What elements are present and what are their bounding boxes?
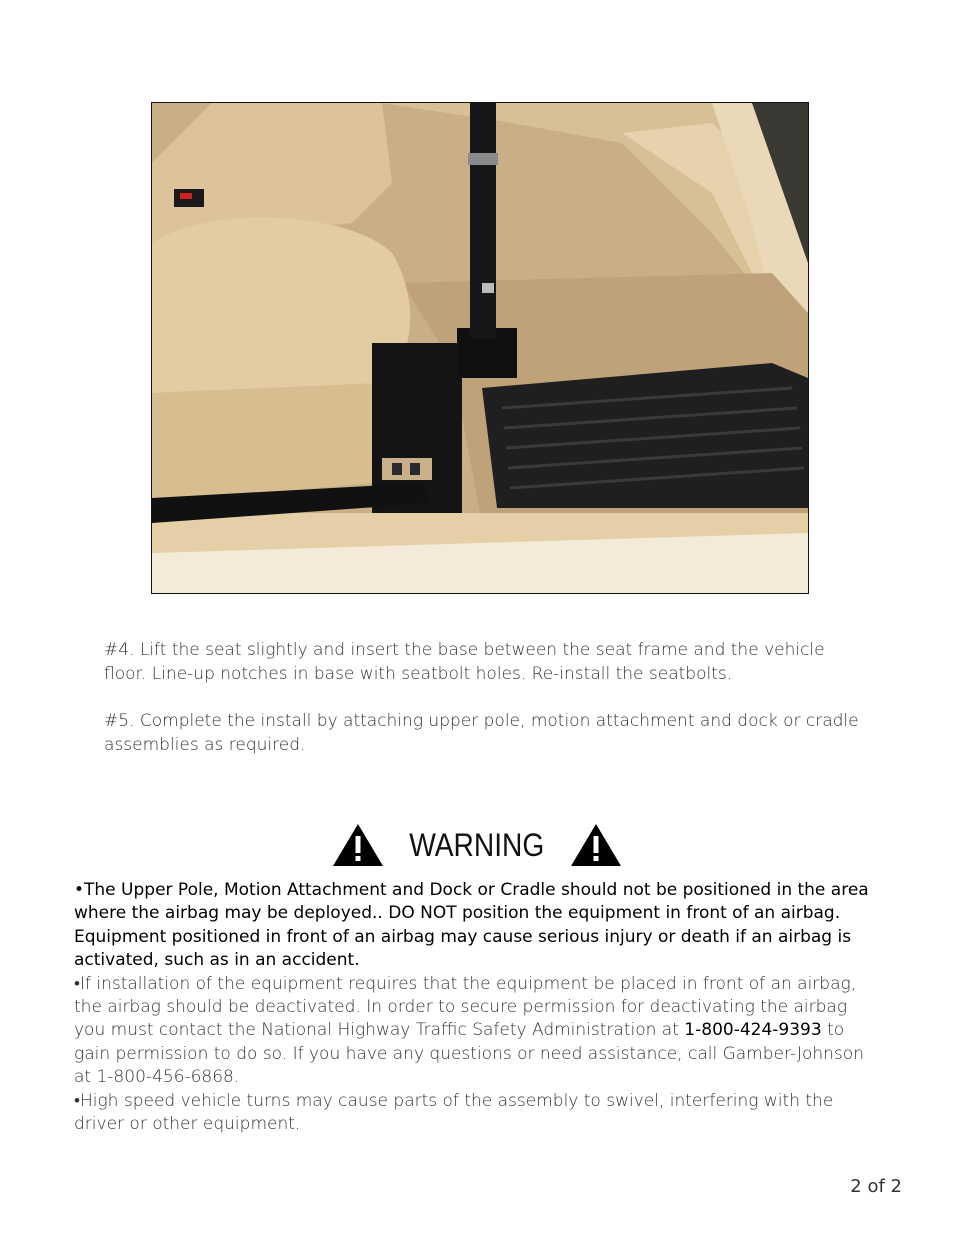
step-4-text: #4. Lift the seat slightly and insert the base between the seat frame and the vehicle floor. Line-up notches in base with seatbolt holes. Re-install the seatbolts. xyxy=(104,640,825,684)
warning-text-block xyxy=(74,879,874,1136)
warning-bullet-airbag-position: •The Upper Pole, Motion Attachment and Dock or Cradle should not be positioned in the area where the airbag may be deployed.. DO NOT position the equipment in front of an airbag. Equipment positioned in front of an airbag may cause serious injury or death if an airbag is activated, such as in an accident. xyxy=(74,880,869,971)
page-number: 2 of 2 xyxy=(850,1176,902,1197)
warning-bullet-deactivation: •If installation of the equipment requires that the equipment be placed in front of an airbag, the airbag should be deactivated. In order to secure permission for deactivating the airbag you must contact the National Highway Traffic Safety Administration at 1-800-424-9393 to gain permission to do so. If you have any questions or need assistance, call Gamber-Johnson at 1-800-456-6868. xyxy=(74,973,864,1088)
warning-triangle-icon xyxy=(332,822,384,868)
step-5-text: #5. Complete the install by attaching upper pole, motion attachment and dock or cradle assemblies as required. xyxy=(104,711,859,755)
warning-bullet-swivel: •High speed vehicle turns may cause parts of the assembly to swivel, interfering with the driver or other equipment. xyxy=(74,1090,834,1135)
installation-photo xyxy=(151,102,809,594)
warning-header xyxy=(0,822,954,868)
warning-triangle-icon xyxy=(570,822,622,868)
nhtsa-phone: 1-800-424-9393 xyxy=(684,1020,822,1041)
warning-title: WARNING xyxy=(409,826,545,863)
